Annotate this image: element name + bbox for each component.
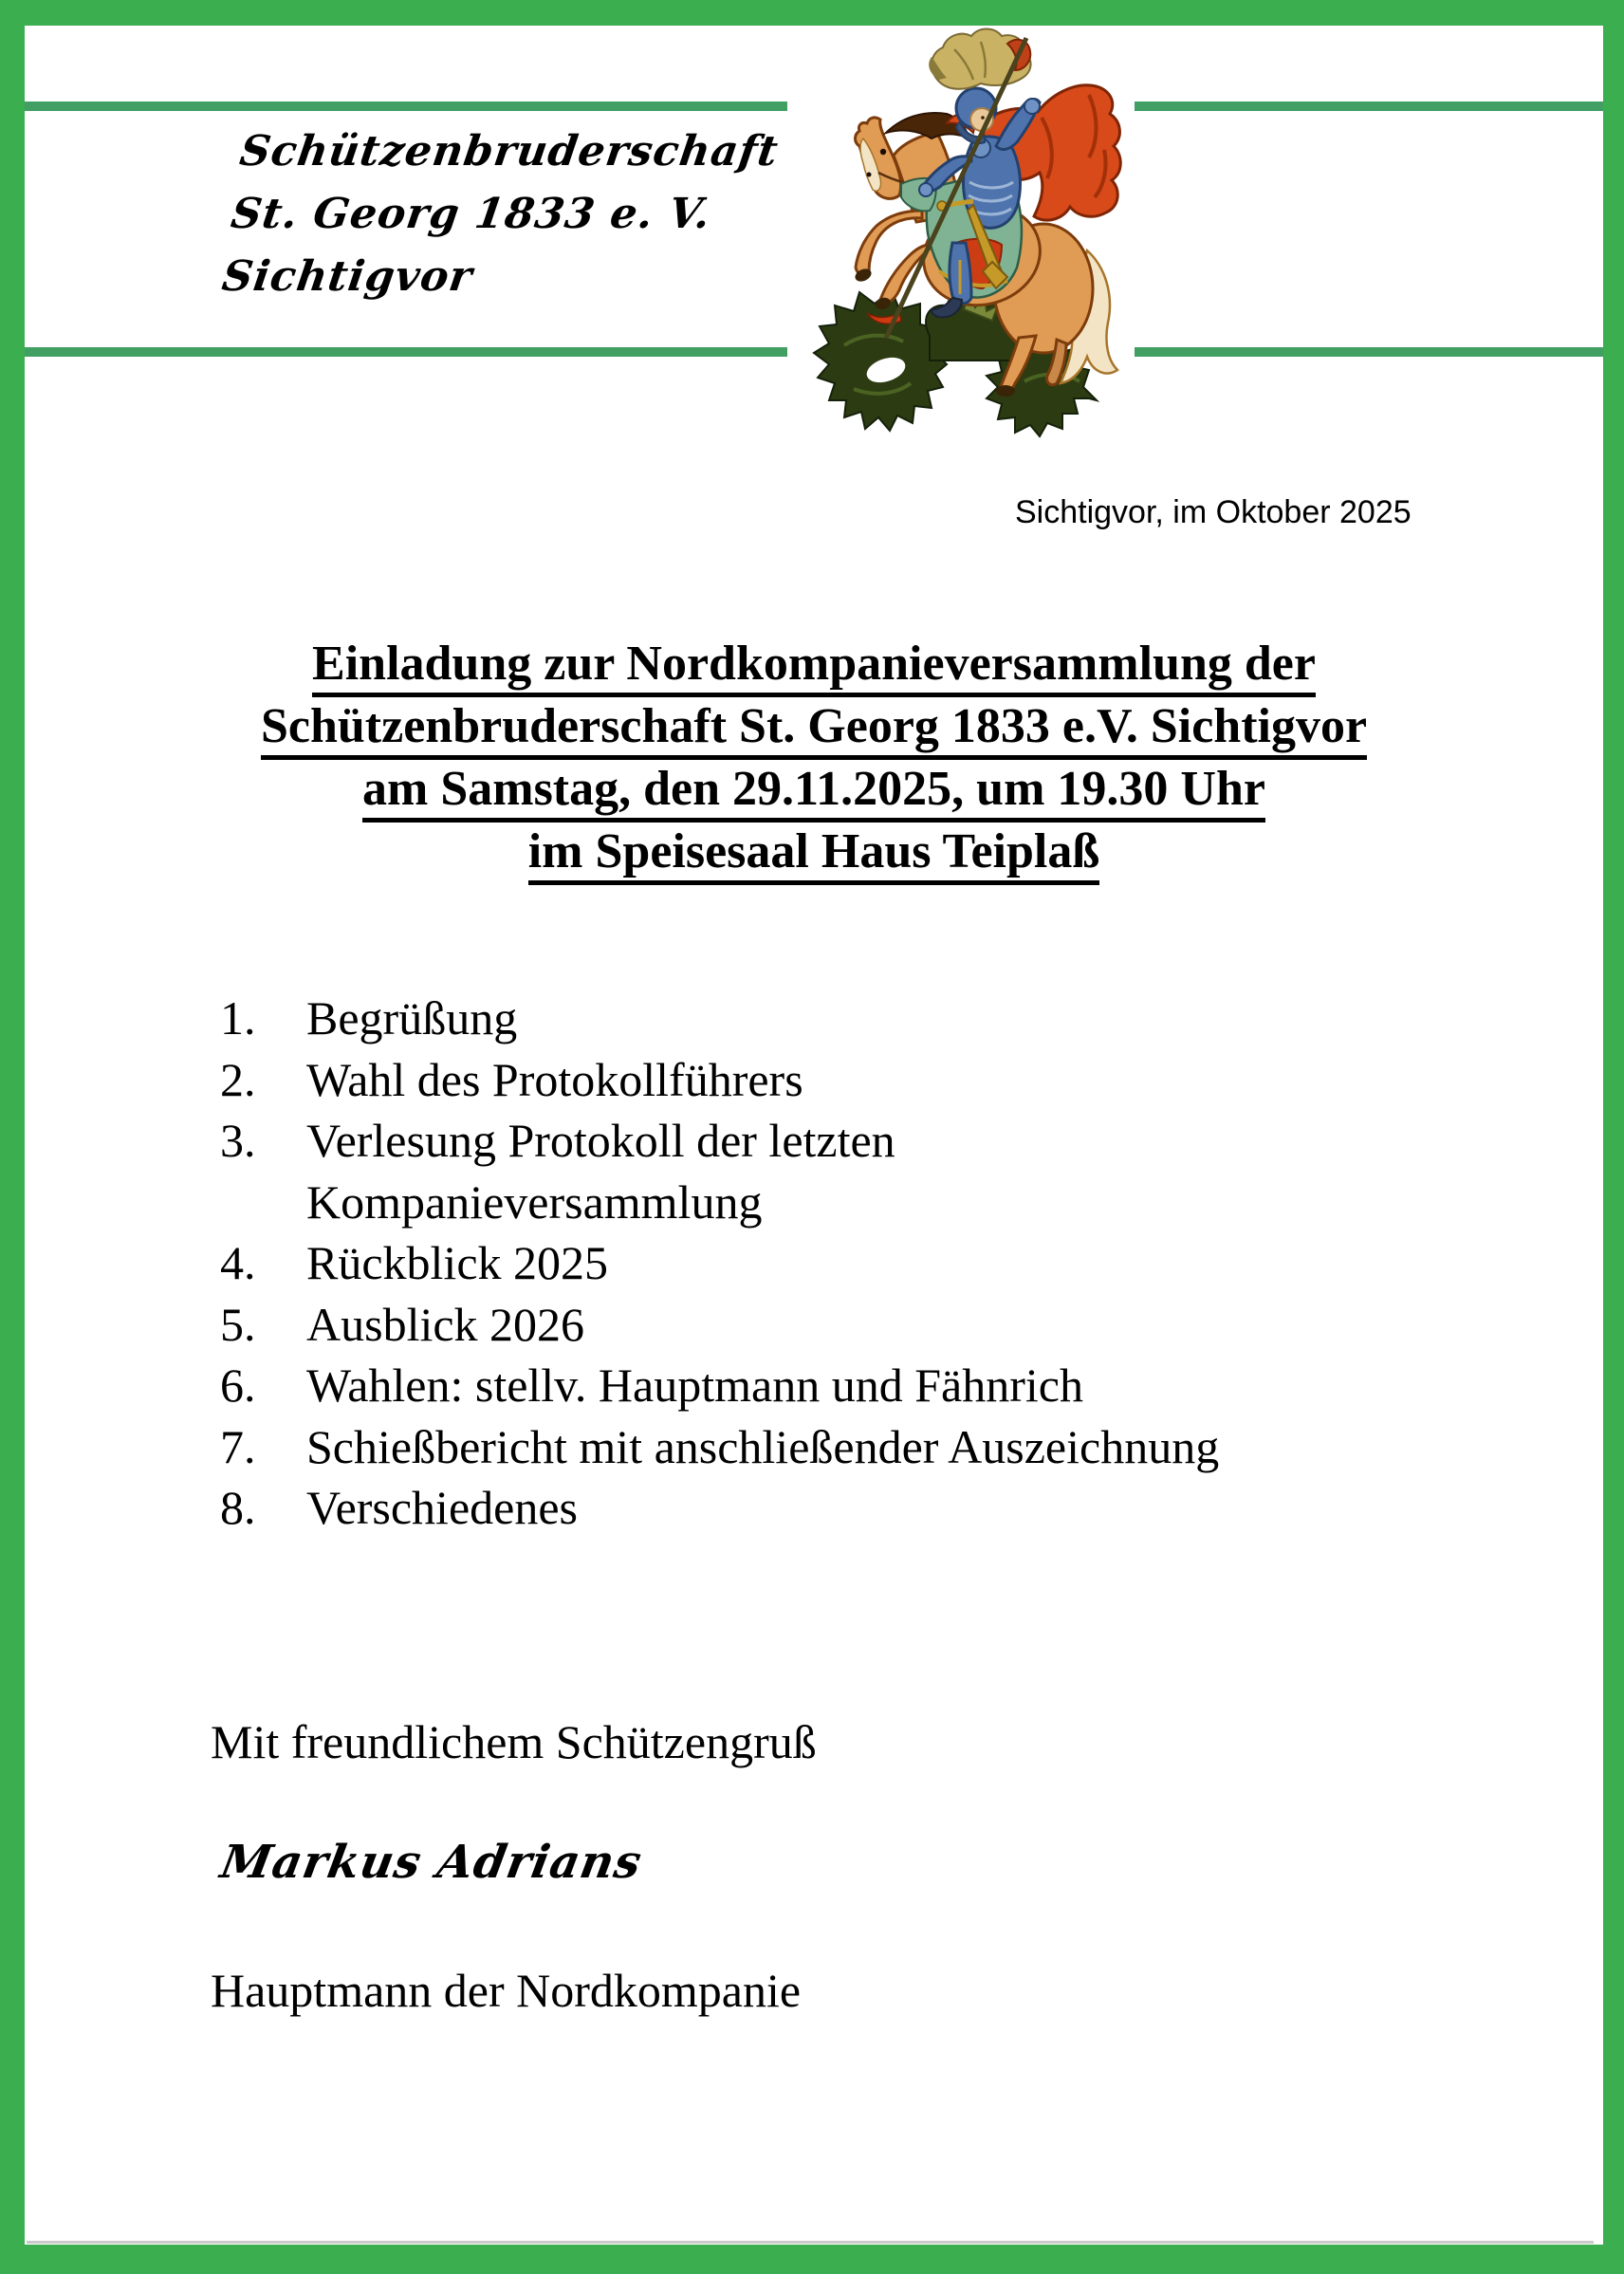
org-name-line-3: Sichtigvor [219,252,476,301]
signature-script: Markus Adrians [216,1836,646,1889]
agenda-item-text: Schießbericht mit anschließender Auszeichnung [306,1419,1220,1473]
agenda-item-number: 6. [220,1359,256,1412]
title-line-4: im Speisesaal Haus Teiplaß [25,821,1603,883]
agenda-item-text: Kompanieversammlung [306,1174,763,1229]
org-name-line-1: Schützenbruderschaft [236,127,782,176]
agenda-item-text: Verschiedenes [306,1481,578,1534]
closing-salutation: Mit freundlichem Schützengruß [211,1715,817,1768]
agenda-item-text: Wahl des Protokollführers [306,1052,803,1106]
title-line-3: am Samstag, den 29.11.2025, um 19.30 Uhr [25,758,1603,821]
signer-role: Hauptmann der Nordkompanie [211,1964,802,2017]
agenda-item-text: Wahlen: stellv. Hauptmann und Fähnrich [306,1359,1083,1412]
agenda-item-text: Begrüßung [306,991,518,1045]
agenda-item-text: Ausblick 2026 [306,1297,585,1351]
title-line-1: Einladung zur Nordkompanieversammlung der [25,633,1603,695]
agenda-item-number: 5. [220,1297,256,1351]
title-line-2: Schützenbruderschaft St. Georg 1833 e.V. Sichtigvor [25,695,1603,758]
org-name-line-2: St. Georg 1833 e. V. [228,190,714,238]
agenda-item-text: Rückblick 2025 [306,1236,609,1289]
agenda-item-number: 8. [220,1481,256,1534]
agenda-item-number: 1. [220,991,256,1045]
place-date-line: Sichtigvor, im Oktober 2025 [1015,494,1412,530]
agenda-item-number: 2. [220,1052,256,1106]
agenda-item-number: 7. [220,1419,256,1473]
agenda-item-text: Verlesung Protokoll der letzten [306,1114,895,1167]
agenda-item-number: 4. [220,1236,256,1289]
agenda-item-number: 3. [220,1114,256,1167]
